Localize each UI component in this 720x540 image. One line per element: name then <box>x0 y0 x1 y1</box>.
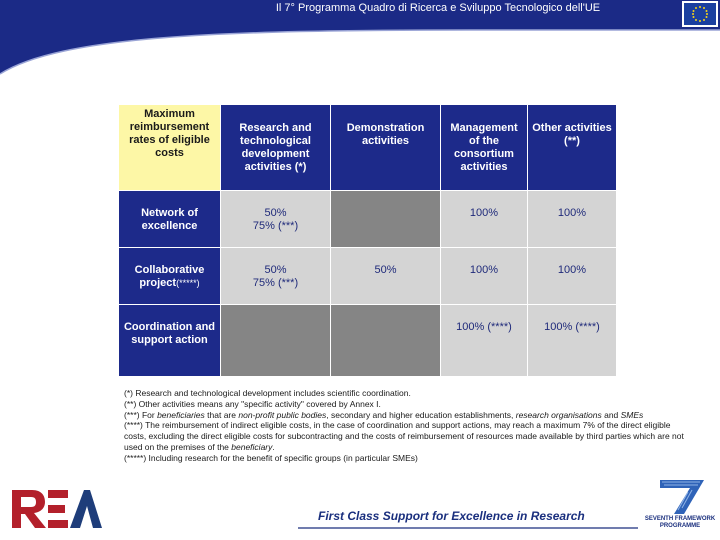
cell-value: 100% <box>469 264 499 276</box>
column-header: Management of the consortium activities <box>441 105 528 191</box>
table-cell <box>441 305 528 377</box>
table-row <box>119 191 617 248</box>
cell-value: 100% (****) <box>456 321 512 333</box>
footnote-text: and <box>601 409 621 420</box>
tagline-banner <box>298 508 638 532</box>
table-cell-not-applicable <box>221 305 331 377</box>
cell-value: 50% <box>264 264 287 276</box>
table-cell <box>331 248 441 305</box>
rea-logo <box>10 484 102 530</box>
cell-value: 100% <box>557 207 587 219</box>
footnote: (*****) Including research for the benefit of specific groups (in particular SMEs) <box>124 452 418 463</box>
table-cell-not-applicable <box>331 305 441 377</box>
table-cell <box>528 191 617 248</box>
row-header <box>119 191 221 248</box>
cell-value: 75% (***) <box>252 277 299 289</box>
table-corner-header: Maximum reimbursement rates of eligible costs <box>119 105 221 191</box>
footnote-term: beneficiary <box>231 441 273 452</box>
fp7-logo-text: SEVENTH FRAMEWORK PROGRAMME <box>644 516 716 529</box>
footnotes <box>124 388 694 464</box>
footnote-term: non-profit public bodies <box>238 409 327 420</box>
table-row <box>119 305 617 377</box>
table-cell <box>528 248 617 305</box>
tagline-text: First Class Support for Excellence in Research <box>318 509 585 523</box>
footnote-text: , secondary and higher education establishments, <box>326 409 516 420</box>
cell-value: 50% <box>374 264 397 276</box>
footnote: (*) Research and technological development includes scientific coordination. <box>124 388 411 398</box>
table-row <box>119 248 617 305</box>
table-cell <box>441 191 528 248</box>
cell-value: 50% <box>264 207 287 219</box>
eu-flag-icon <box>682 1 718 27</box>
footnote-term: beneficiaries <box>157 409 205 420</box>
table-header-row <box>119 105 617 191</box>
slide-title: Il 7° Programma Quadro di Ricerca e Sviluppo Tecnologico dell'UE <box>275 2 601 14</box>
row-header-suffix: (*****) <box>176 278 200 288</box>
footnote <box>124 410 694 421</box>
table-cell <box>221 191 331 248</box>
table-cell <box>441 248 528 305</box>
footnote-text: that are <box>204 409 239 420</box>
footnote-term: SMEs <box>620 409 644 420</box>
fp7-logo <box>644 478 716 536</box>
column-header: Other activities (**) <box>528 105 617 191</box>
footnote-text: (****) The reimbursement of indirect eligible costs, in the case of coordination and support actions, may reach a maximum 7% of the direct eligible costs, excluding the direct eligible costs for subcontracting and the costs of reimbursement of resources made available by third parties which are not used on the premises of the <box>124 420 684 452</box>
footnote-text: (***) For <box>124 409 158 420</box>
fp7-seven-icon <box>644 478 716 516</box>
table-cell <box>221 248 331 305</box>
footnote <box>124 420 694 452</box>
row-header-label: Network of excellence <box>141 207 198 232</box>
cell-value: 100% <box>557 264 587 276</box>
footnote-term: research organisations <box>515 409 602 420</box>
reimbursement-rates-table <box>118 104 617 377</box>
cell-value: 100% (****) <box>544 321 600 333</box>
row-header-label: Collaborative project <box>134 264 205 289</box>
row-header <box>119 248 221 305</box>
table-cell-not-applicable <box>331 191 441 248</box>
row-header-label: Coordination and support action <box>123 321 216 346</box>
footnote-text: . <box>272 441 275 452</box>
column-header: Research and technological development activities (*) <box>221 105 331 191</box>
footnote: (**) Other activities means any "specific activity" covered by Annex I. <box>124 398 381 409</box>
cell-value: 100% <box>469 207 499 219</box>
cell-value: 75% (***) <box>252 220 299 232</box>
column-header: Demonstration activities <box>331 105 441 191</box>
row-header <box>119 305 221 377</box>
table-cell <box>528 305 617 377</box>
